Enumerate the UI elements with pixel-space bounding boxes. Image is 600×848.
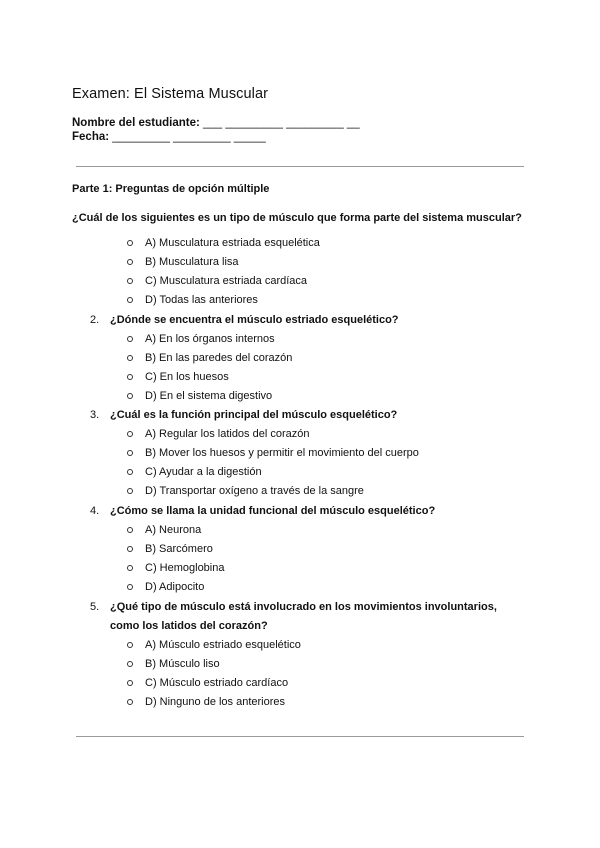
option-item [126, 578, 224, 597]
circle-bullet-icon [127, 297, 133, 303]
question-1-options [126, 234, 320, 310]
option-text: B) Sarcómero [145, 543, 213, 556]
circle-bullet-icon [127, 661, 133, 667]
option-text: C) Musculatura estriada cardíaca [145, 275, 308, 288]
circle-bullet-icon [127, 374, 133, 380]
option-text: D) Todas las anteriores [145, 294, 258, 307]
option-item [126, 674, 301, 693]
question-text-line-2: como los latidos del corazón? [110, 620, 268, 632]
circle-bullet-icon [127, 469, 133, 475]
circle-bullet-icon [127, 527, 133, 533]
question-text: ¿Cómo se llama la unidad funcional del músculo esquelético? [110, 505, 436, 517]
question-number: 4. [90, 505, 100, 517]
option-text: A) Regular los latidos del corazón [145, 428, 310, 440]
option-text: D) Adipocito [145, 581, 205, 594]
option-text: B) Mover los huesos y permitir el movimiento del cuerpo [145, 447, 419, 460]
date-blank: _________ _________ _____ [112, 131, 266, 143]
option-item [126, 272, 320, 291]
circle-bullet-icon [127, 336, 133, 342]
option-item [126, 444, 419, 463]
option-item [126, 463, 419, 482]
date-label: Fecha: [72, 131, 110, 143]
question-number: 2. [90, 314, 100, 326]
option-text: A) Músculo estriado esquelético [145, 639, 301, 651]
option-item [126, 349, 292, 368]
question-3-options [126, 425, 419, 501]
question-1 [72, 209, 522, 228]
question-2 [90, 311, 399, 330]
option-item [126, 482, 419, 501]
option-text: B) Músculo liso [145, 658, 220, 671]
circle-bullet-icon [127, 546, 133, 552]
option-text: A) Neurona [145, 524, 202, 536]
circle-bullet-icon [127, 431, 133, 437]
student-name-field [72, 117, 360, 129]
circle-bullet-icon [127, 488, 133, 494]
option-text: A) En los órganos internos [145, 333, 275, 345]
circle-bullet-icon [127, 565, 133, 571]
option-text: D) Transportar oxígeno a través de la sangre [145, 485, 364, 498]
section-title: Parte 1: Preguntas de opción múltiple [72, 183, 270, 195]
divider-top [76, 166, 524, 167]
option-text: A) Musculatura estriada esquelética [145, 237, 320, 249]
question-number: 5. [90, 601, 100, 613]
question-2-options [126, 330, 292, 406]
circle-bullet-icon [127, 584, 133, 590]
option-text: C) Ayudar a la digestión [145, 466, 262, 479]
circle-bullet-icon [127, 642, 133, 648]
option-text: D) En el sistema digestivo [145, 390, 273, 403]
option-item [126, 234, 320, 253]
option-item [126, 291, 320, 310]
option-item [126, 330, 292, 349]
question-5-options [126, 636, 301, 712]
date-field [72, 131, 266, 143]
divider-bottom [76, 736, 524, 737]
option-item [126, 636, 301, 655]
circle-bullet-icon [127, 278, 133, 284]
option-text: C) En los huesos [145, 371, 229, 384]
circle-bullet-icon [127, 680, 133, 686]
question-5 [90, 598, 530, 636]
question-text-line-1: ¿Qué tipo de músculo está involucrado en los movimientos involuntarios, [110, 601, 497, 613]
exam-title: Examen: El Sistema Muscular [72, 86, 269, 102]
question-4-options [126, 521, 224, 597]
option-item [126, 387, 292, 406]
circle-bullet-icon [127, 699, 133, 705]
circle-bullet-icon [127, 450, 133, 456]
student-name-label: Nombre del estudiante: [72, 117, 200, 129]
option-item [126, 540, 224, 559]
option-item [126, 655, 301, 674]
circle-bullet-icon [127, 259, 133, 265]
option-text: C) Músculo estriado cardíaco [145, 677, 289, 690]
option-item [126, 253, 320, 272]
option-text: C) Hemoglobina [145, 562, 225, 575]
option-item [126, 693, 301, 712]
option-item [126, 521, 224, 540]
circle-bullet-icon [127, 240, 133, 246]
option-item [126, 559, 224, 578]
circle-bullet-icon [127, 355, 133, 361]
question-text: ¿Dónde se encuentra el músculo estriado esquelético? [110, 314, 399, 326]
question-number: 3. [90, 409, 100, 421]
option-item [126, 368, 292, 387]
question-text: ¿Cuál de los siguientes es un tipo de músculo que forma parte del sistema muscular? [72, 212, 522, 224]
question-text: ¿Cuál es la función principal del músculo esquelético? [110, 409, 398, 421]
student-name-blank: ___ _________ _________ __ [203, 117, 360, 129]
question-4 [90, 502, 436, 521]
option-text: D) Ninguno de los anteriores [145, 696, 286, 709]
option-text: B) Musculatura lisa [145, 256, 239, 269]
option-item [126, 425, 419, 444]
option-text: B) En las paredes del corazón [145, 352, 293, 365]
question-3 [90, 406, 398, 425]
circle-bullet-icon [127, 393, 133, 399]
